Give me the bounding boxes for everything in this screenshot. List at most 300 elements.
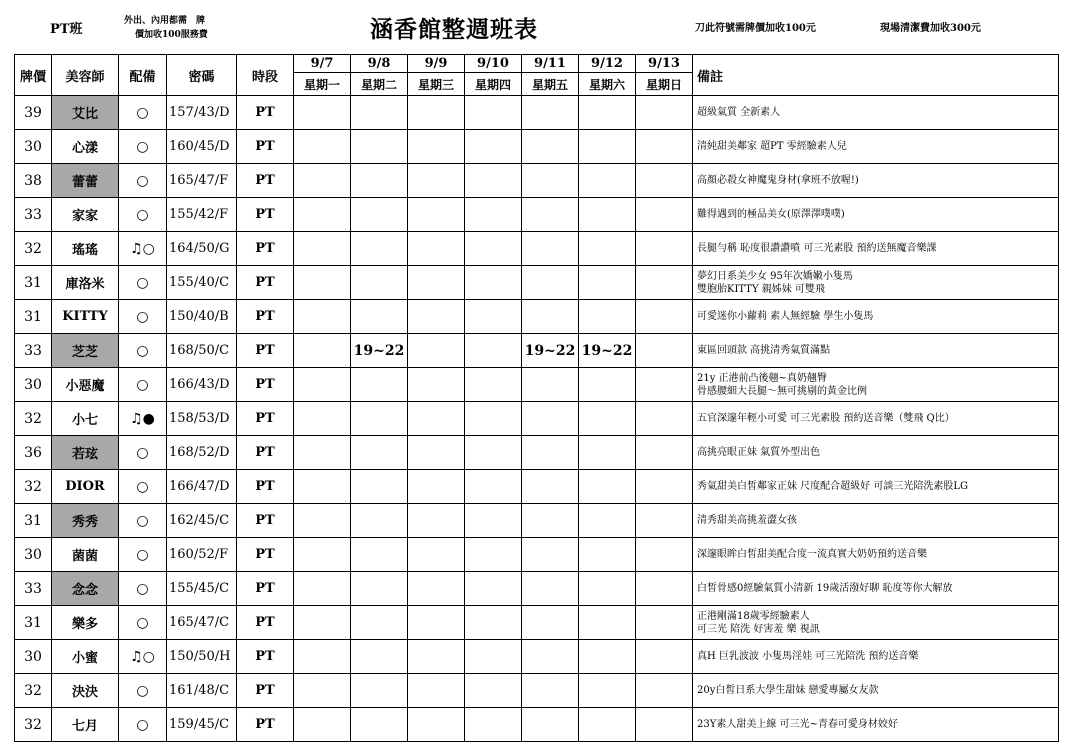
- equipment-cell: ○: [119, 538, 167, 572]
- equipment-header: 配備: [119, 55, 167, 96]
- schedule-cell: [294, 470, 351, 504]
- weekday-header: 星期五: [522, 73, 579, 96]
- remark-line: 長腿勻稱 恥度很讚讚噴 可三光素股 預約送無魔音樂課: [697, 242, 937, 254]
- remarks-cell: [693, 368, 1059, 402]
- schedule-cell: [636, 640, 693, 674]
- schedule-cell: [465, 334, 522, 368]
- slot-cell: PT: [237, 368, 294, 402]
- code-cell: 155/40/C: [167, 266, 237, 300]
- slot-cell: PT: [237, 198, 294, 232]
- remark-line: 秀氣甜美白皙鄰家正妹 尺度配合超級好 可談三光陪洗素股LG: [697, 480, 968, 492]
- schedule-cell: [636, 402, 693, 436]
- code-cell: 166/47/D: [167, 470, 237, 504]
- schedule-cell: [579, 232, 636, 266]
- remarks-cell: [693, 402, 1059, 436]
- weekly-schedule-table: [14, 54, 1059, 742]
- schedule-cell: [294, 606, 351, 640]
- remarks-cell: [693, 606, 1059, 640]
- table-row: [15, 198, 1059, 232]
- stylist-name-cell: 蕾蕾: [52, 164, 119, 198]
- schedule-cell: 19~22: [579, 334, 636, 368]
- remarks-cell: [693, 266, 1059, 300]
- schedule-cell: [294, 198, 351, 232]
- remarks-cell: [693, 640, 1059, 674]
- schedule-cell: [465, 300, 522, 334]
- price-cell: 31: [15, 300, 52, 334]
- equipment-cell: ○: [119, 368, 167, 402]
- code-cell: 155/42/F: [167, 198, 237, 232]
- schedule-cell: [408, 164, 465, 198]
- equipment-cell: ○: [119, 470, 167, 504]
- schedule-cell: [351, 232, 408, 266]
- weekday-header: 星期四: [465, 73, 522, 96]
- remark-line: 難得遇到的極品美女(原澤澤噗噗): [697, 208, 845, 220]
- stylist-name-cell: 小七: [52, 402, 119, 436]
- table-row: [15, 130, 1059, 164]
- remark-line: 五官深邃年輕小可愛 可三光素股 預約送音樂（雙飛 Q比）: [697, 412, 955, 424]
- stylist-name-cell: 念念: [52, 572, 119, 606]
- schedule-cell: [351, 402, 408, 436]
- remark-line: 骨感腰細大長腿～無可挑剔的黃金比例: [697, 385, 867, 397]
- schedule-cell: [636, 130, 693, 164]
- schedule-cell: [351, 164, 408, 198]
- schedule-cell: [522, 164, 579, 198]
- remark-line: 可三光 陪洗 好害羞 樂 視訊: [697, 623, 820, 635]
- equipment-cell: ♫○: [119, 232, 167, 266]
- schedule-cell: [465, 572, 522, 606]
- schedule-cell: [351, 436, 408, 470]
- schedule-cell: [579, 198, 636, 232]
- name-header: 美容師: [52, 55, 119, 96]
- stylist-name-cell: 小蜜: [52, 640, 119, 674]
- schedule-cell: [465, 470, 522, 504]
- slot-header: 時段: [237, 55, 294, 96]
- schedule-cell: [351, 606, 408, 640]
- code-cell: 160/45/D: [167, 130, 237, 164]
- schedule-cell: [408, 402, 465, 436]
- surcharge-note: 刀此符號需牌價加收100元: [695, 23, 816, 34]
- page-header: [0, 0, 1074, 54]
- schedule-cell: [465, 368, 522, 402]
- code-cell: 158/53/D: [167, 402, 237, 436]
- schedule-cell: [636, 436, 693, 470]
- schedule-cell: [408, 96, 465, 130]
- remark-line: 東區回頭款 高挑清秀氣質滿點: [697, 344, 831, 356]
- code-cell: 160/52/F: [167, 538, 237, 572]
- equipment-cell: ○: [119, 96, 167, 130]
- stylist-name-cell: 樂多: [52, 606, 119, 640]
- stylist-name-cell: 芝芝: [52, 334, 119, 368]
- schedule-cell: [294, 504, 351, 538]
- table-row: [15, 470, 1059, 504]
- remarks-header: 備註: [693, 55, 1059, 96]
- stylist-name-cell: 艾比: [52, 96, 119, 130]
- table-row: [15, 640, 1059, 674]
- price-header: 牌價: [15, 55, 52, 96]
- weekday-header: 星期一: [294, 73, 351, 96]
- schedule-cell: [465, 436, 522, 470]
- schedule-cell: [579, 402, 636, 436]
- slot-cell: PT: [237, 606, 294, 640]
- schedule-cell: [579, 368, 636, 402]
- remark-line: 可愛迷你小蘿莉 素人無經驗 學生小隻馬: [697, 310, 874, 322]
- equipment-cell: ♫●: [119, 402, 167, 436]
- schedule-cell: [408, 640, 465, 674]
- slot-cell: PT: [237, 300, 294, 334]
- schedule-cell: [408, 130, 465, 164]
- schedule-cell: [408, 504, 465, 538]
- schedule-cell: [294, 640, 351, 674]
- schedule-title: 涵香館整週班表: [370, 16, 538, 43]
- schedule-cell: [522, 402, 579, 436]
- stylist-name-cell: KITTY: [52, 300, 119, 334]
- schedule-cell: [465, 164, 522, 198]
- price-cell: 32: [15, 470, 52, 504]
- cleaning-fee-note: 現場清潔費加收300元: [880, 23, 981, 34]
- slot-cell: PT: [237, 436, 294, 470]
- schedule-cell: [636, 96, 693, 130]
- schedule-cell: [351, 130, 408, 164]
- code-cell: 157/43/D: [167, 96, 237, 130]
- date-header: 9/13: [636, 55, 693, 73]
- schedule-cell: [465, 130, 522, 164]
- schedule-cell: [636, 674, 693, 708]
- schedule-cell: [351, 708, 408, 742]
- equipment-cell: ○: [119, 334, 167, 368]
- remarks-cell: [693, 674, 1059, 708]
- weekday-header: 星期三: [408, 73, 465, 96]
- schedule-cell: [408, 470, 465, 504]
- remark-line: 20y白皙日系大學生甜妹 戀愛專屬女友款: [697, 684, 879, 696]
- schedule-cell: [579, 708, 636, 742]
- price-cell: 33: [15, 334, 52, 368]
- date-header: 9/12: [579, 55, 636, 73]
- stylist-name-cell: 菌菌: [52, 538, 119, 572]
- schedule-cell: [294, 130, 351, 164]
- remarks-cell: [693, 96, 1059, 130]
- code-cell: 164/50/G: [167, 232, 237, 266]
- table-row: [15, 504, 1059, 538]
- code-cell: 159/45/C: [167, 708, 237, 742]
- remarks-cell: [693, 334, 1059, 368]
- remarks-cell: [693, 708, 1059, 742]
- equipment-cell: ○: [119, 572, 167, 606]
- schedule-cell: [465, 504, 522, 538]
- table-row: [15, 232, 1059, 266]
- remarks-cell: [693, 504, 1059, 538]
- remark-line: 真H 巨乳波波 小隻馬淫娃 可三光陪洗 預約送音樂: [697, 650, 919, 662]
- schedule-cell: [408, 198, 465, 232]
- remarks-cell: [693, 130, 1059, 164]
- schedule-cell: [636, 198, 693, 232]
- code-cell: 161/48/C: [167, 674, 237, 708]
- remarks-cell: [693, 538, 1059, 572]
- schedule-cell: [351, 470, 408, 504]
- schedule-cell: [579, 300, 636, 334]
- date-header: 9/11: [522, 55, 579, 73]
- schedule-cell: [465, 708, 522, 742]
- schedule-cell: [351, 640, 408, 674]
- service-fee-note-line2: 價加收100服務費: [135, 30, 208, 40]
- schedule-cell: [579, 572, 636, 606]
- schedule-cell: [294, 708, 351, 742]
- price-cell: 32: [15, 674, 52, 708]
- schedule-cell: [636, 470, 693, 504]
- schedule-cell: [351, 674, 408, 708]
- remarks-cell: [693, 470, 1059, 504]
- code-cell: 150/50/H: [167, 640, 237, 674]
- remark-line: 高顏必殺女神魔鬼身材(拿班不放喔!): [697, 174, 859, 186]
- price-cell: 33: [15, 572, 52, 606]
- schedule-cell: [636, 606, 693, 640]
- remark-line: 清純甜美鄰家 超PT 零經驗素人兒: [697, 140, 847, 152]
- schedule-cell: [636, 164, 693, 198]
- table-row: [15, 708, 1059, 742]
- table-row: [15, 334, 1059, 368]
- equipment-cell: ○: [119, 164, 167, 198]
- date-header: 9/7: [294, 55, 351, 73]
- schedule-cell: [522, 674, 579, 708]
- remarks-cell: [693, 300, 1059, 334]
- price-cell: 32: [15, 402, 52, 436]
- schedule-cell: [522, 572, 579, 606]
- schedule-cell: [579, 266, 636, 300]
- price-cell: 32: [15, 708, 52, 742]
- schedule-cell: [351, 266, 408, 300]
- price-cell: 39: [15, 96, 52, 130]
- weekday-header: 星期二: [351, 73, 408, 96]
- date-header: 9/9: [408, 55, 465, 73]
- schedule-cell: [579, 470, 636, 504]
- table-row: [15, 164, 1059, 198]
- stylist-name-cell: 小惡魔: [52, 368, 119, 402]
- remarks-cell: [693, 232, 1059, 266]
- slot-cell: PT: [237, 130, 294, 164]
- schedule-cell: [636, 572, 693, 606]
- weekday-header: 星期六: [579, 73, 636, 96]
- equipment-cell: ○: [119, 198, 167, 232]
- code-cell: 165/47/F: [167, 164, 237, 198]
- schedule-cell: [522, 96, 579, 130]
- schedule-cell: [465, 96, 522, 130]
- stylist-name-cell: 秀秀: [52, 504, 119, 538]
- stylist-name-cell: 決決: [52, 674, 119, 708]
- price-cell: 32: [15, 232, 52, 266]
- schedule-cell: [522, 300, 579, 334]
- price-cell: 31: [15, 266, 52, 300]
- remark-line: 21y 正港前凸後翹~真奶翹臀: [697, 372, 827, 384]
- equipment-cell: ○: [119, 130, 167, 164]
- schedule-cell: [294, 538, 351, 572]
- schedule-cell: [465, 198, 522, 232]
- schedule-cell: [294, 334, 351, 368]
- remark-line: 23Y素人甜美上線 可三光~青春可愛身材姣好: [697, 718, 898, 730]
- price-cell: 33: [15, 198, 52, 232]
- price-cell: 36: [15, 436, 52, 470]
- schedule-cell: [294, 436, 351, 470]
- table-row: [15, 96, 1059, 130]
- schedule-cell: [522, 266, 579, 300]
- schedule-cell: [294, 572, 351, 606]
- slot-cell: PT: [237, 470, 294, 504]
- slot-cell: PT: [237, 538, 294, 572]
- schedule-cell: [522, 640, 579, 674]
- schedule-cell: [294, 96, 351, 130]
- slot-cell: PT: [237, 334, 294, 368]
- schedule-cell: [294, 674, 351, 708]
- schedule-cell: [522, 470, 579, 504]
- remark-line: 夢幻日系美少女 95年次嬌嫩小隻馬: [697, 270, 853, 282]
- remark-line: 白皙骨感0經驗氣質小清新 19歲活潑好聊 恥度等你大解放: [697, 582, 953, 594]
- schedule-cell: [579, 504, 636, 538]
- table-row: [15, 300, 1059, 334]
- schedule-cell: [579, 606, 636, 640]
- schedule-cell: [465, 538, 522, 572]
- schedule-cell: [408, 606, 465, 640]
- schedule-cell: 19~22: [351, 334, 408, 368]
- schedule-cell: [465, 674, 522, 708]
- equipment-cell: ○: [119, 266, 167, 300]
- schedule-cell: [351, 198, 408, 232]
- remarks-cell: [693, 164, 1059, 198]
- schedule-cell: [636, 334, 693, 368]
- schedule-cell: [351, 368, 408, 402]
- schedule-cell: [351, 572, 408, 606]
- stylist-name-cell: 庫洛米: [52, 266, 119, 300]
- stylist-name-cell: 心漾: [52, 130, 119, 164]
- schedule-cell: [636, 232, 693, 266]
- equipment-cell: ○: [119, 708, 167, 742]
- remarks-cell: [693, 436, 1059, 470]
- schedule-cell: [522, 436, 579, 470]
- table-row: [15, 538, 1059, 572]
- service-fee-note-line1: 外出、內用都需 牌: [124, 16, 206, 26]
- slot-cell: PT: [237, 572, 294, 606]
- slot-cell: PT: [237, 266, 294, 300]
- remark-line: 深邃眼眸白皙甜美配合度一流真實大奶奶預約送音樂: [697, 548, 927, 560]
- remarks-cell: [693, 572, 1059, 606]
- slot-cell: PT: [237, 674, 294, 708]
- schedule-cell: [522, 606, 579, 640]
- schedule-cell: [522, 232, 579, 266]
- slot-cell: PT: [237, 232, 294, 266]
- equipment-cell: ○: [119, 504, 167, 538]
- code-header: 密碼: [167, 55, 237, 96]
- schedule-cell: [294, 232, 351, 266]
- schedule-cell: [408, 368, 465, 402]
- price-cell: 30: [15, 538, 52, 572]
- schedule-cell: [579, 130, 636, 164]
- schedule-cell: [351, 96, 408, 130]
- schedule-cell: [522, 538, 579, 572]
- price-cell: 30: [15, 640, 52, 674]
- equipment-cell: ○: [119, 436, 167, 470]
- schedule-cell: [408, 572, 465, 606]
- table-row: [15, 606, 1059, 640]
- schedule-cell: [636, 300, 693, 334]
- schedule-cell: [636, 504, 693, 538]
- slot-cell: PT: [237, 96, 294, 130]
- price-cell: 38: [15, 164, 52, 198]
- schedule-cell: [465, 606, 522, 640]
- schedule-cell: [522, 130, 579, 164]
- schedule-cell: [465, 402, 522, 436]
- schedule-cell: [636, 708, 693, 742]
- table-row: [15, 368, 1059, 402]
- schedule-cell: [522, 504, 579, 538]
- schedule-cell: [408, 266, 465, 300]
- price-cell: 30: [15, 130, 52, 164]
- stylist-name-cell: 瑤瑤: [52, 232, 119, 266]
- schedule-cell: [636, 266, 693, 300]
- code-cell: 168/50/C: [167, 334, 237, 368]
- table-row: [15, 266, 1059, 300]
- schedule-cell: [294, 402, 351, 436]
- schedule-cell: [579, 538, 636, 572]
- date-header: 9/8: [351, 55, 408, 73]
- schedule-cell: [522, 708, 579, 742]
- remark-line: 超級氣質 全新素人: [697, 106, 781, 118]
- schedule-cell: [408, 300, 465, 334]
- schedule-cell: [465, 266, 522, 300]
- schedule-cell: [579, 674, 636, 708]
- equipment-cell: ○: [119, 674, 167, 708]
- schedule-cell: [636, 538, 693, 572]
- equipment-cell: ○: [119, 606, 167, 640]
- table-row: [15, 572, 1059, 606]
- schedule-cell: [294, 266, 351, 300]
- remarks-cell: [693, 198, 1059, 232]
- slot-cell: PT: [237, 164, 294, 198]
- schedule-cell: [522, 368, 579, 402]
- remark-line: 高挑亮眼正妹 氣質外型出色: [697, 446, 821, 458]
- schedule-cell: [465, 640, 522, 674]
- table-row: [15, 436, 1059, 470]
- slot-cell: PT: [237, 708, 294, 742]
- weekday-header: 星期日: [636, 73, 693, 96]
- schedule-cell: [579, 164, 636, 198]
- code-cell: 166/43/D: [167, 368, 237, 402]
- remark-line: 雙胞胎KITTY 親姊妹 可雙飛: [697, 283, 825, 295]
- schedule-cell: [408, 436, 465, 470]
- schedule-cell: [294, 300, 351, 334]
- slot-cell: PT: [237, 402, 294, 436]
- table-row: [15, 402, 1059, 436]
- schedule-cell: 19~22: [522, 334, 579, 368]
- stylist-name-cell: 七月: [52, 708, 119, 742]
- schedule-cell: [636, 368, 693, 402]
- table-row: [15, 674, 1059, 708]
- schedule-cell: [351, 300, 408, 334]
- remark-line: 清秀甜美高挑羞澀女孩: [697, 514, 797, 526]
- slot-cell: PT: [237, 640, 294, 674]
- schedule-cell: [522, 198, 579, 232]
- schedule-cell: [465, 232, 522, 266]
- stylist-name-cell: 若玹: [52, 436, 119, 470]
- stylist-name-cell: DIOR: [52, 470, 119, 504]
- schedule-cell: [294, 164, 351, 198]
- slot-cell: PT: [237, 504, 294, 538]
- schedule-cell: [408, 674, 465, 708]
- code-cell: 165/47/C: [167, 606, 237, 640]
- schedule-cell: [408, 334, 465, 368]
- schedule-cell: [408, 232, 465, 266]
- remark-line: 正港剛滿18歲零經驗素人: [697, 610, 810, 622]
- price-cell: 31: [15, 606, 52, 640]
- class-label: PT班: [50, 22, 83, 37]
- schedule-cell: [579, 96, 636, 130]
- code-cell: 162/45/C: [167, 504, 237, 538]
